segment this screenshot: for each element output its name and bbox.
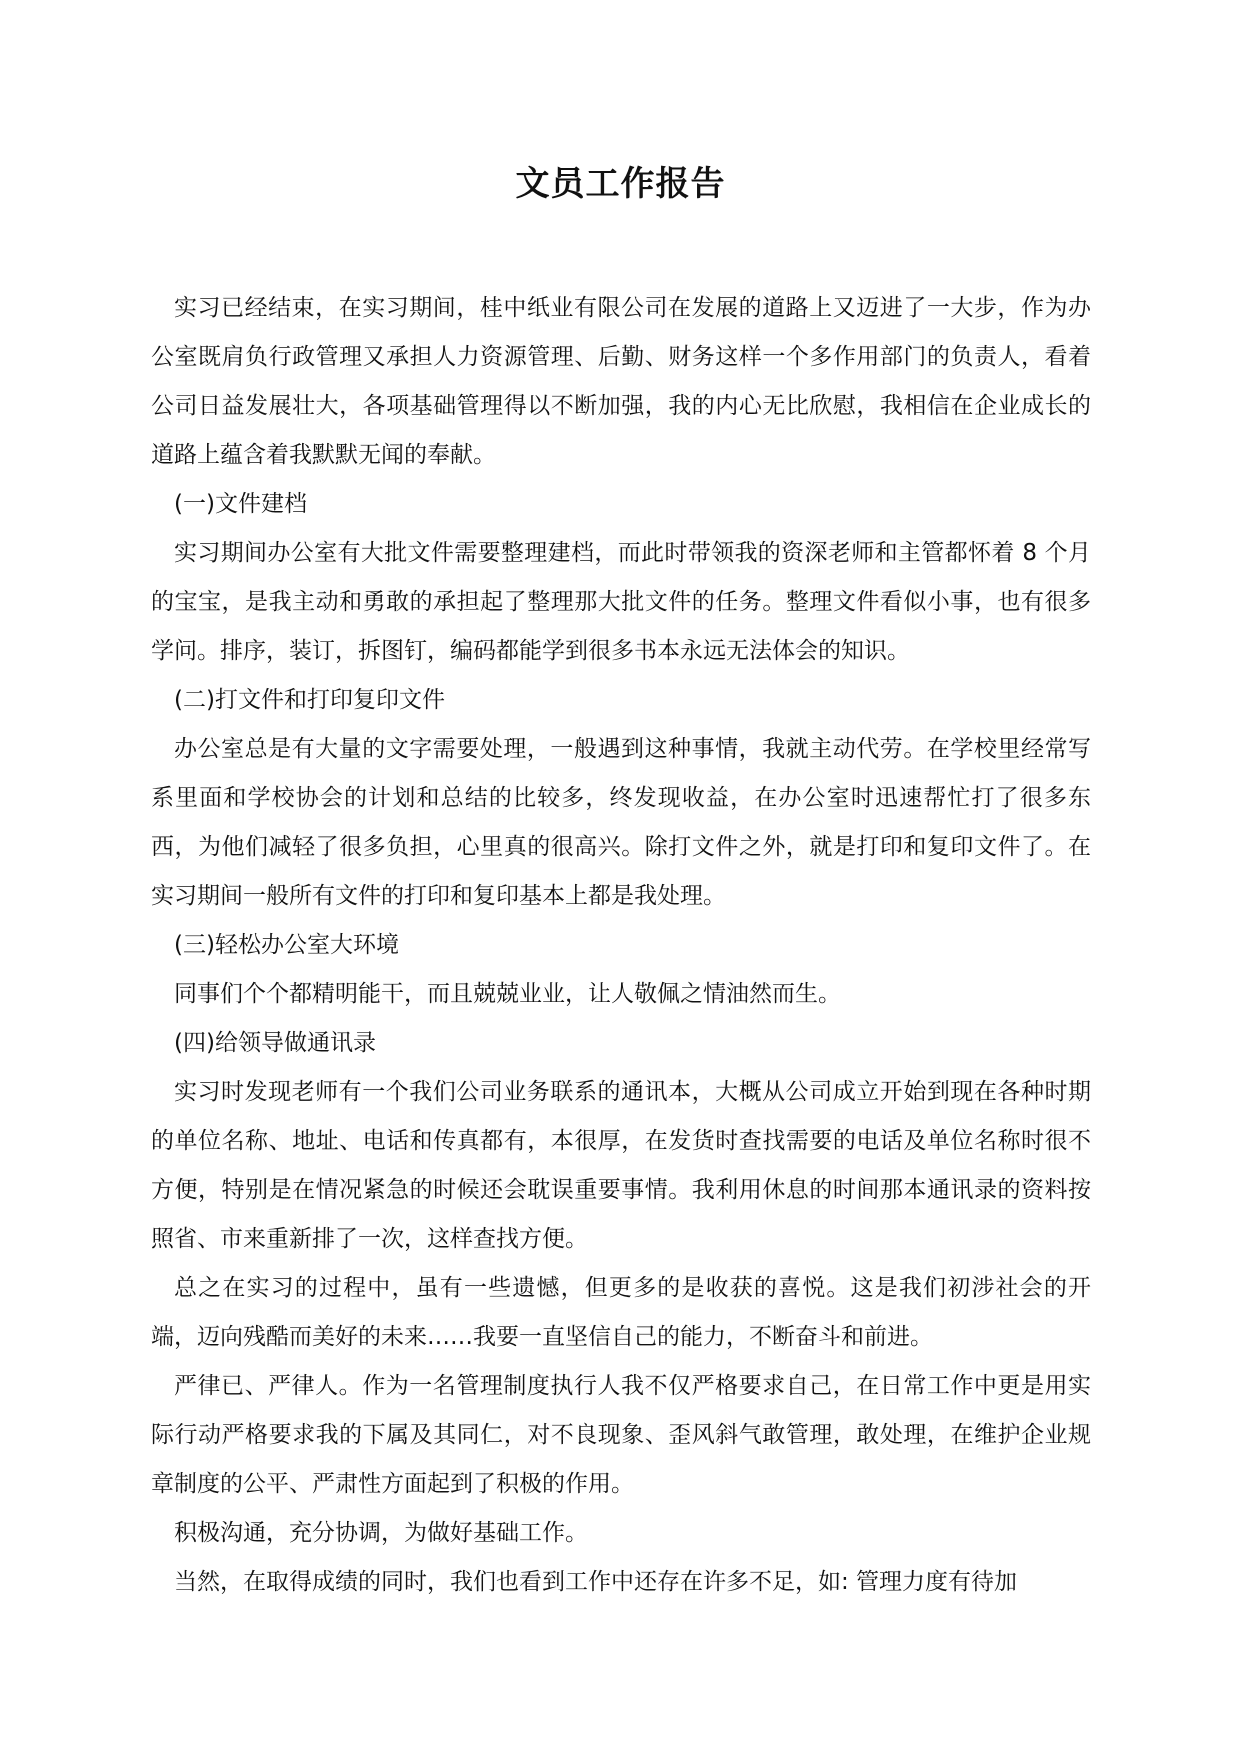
paragraph-environment: 同事们个个都精明能干，而且兢兢业业，让人敬佩之情油然而生。 [174, 981, 841, 1007]
section-heading-3: (三)轻松办公室大环境 [174, 932, 399, 958]
paragraph-contacts: 实习时发现老师有一个我们公司业务联系的通讯本，大概从公司成立开始到现在各种时期的单位名称、地址、电话和传真都有，本很厚，在发货时查找需要的电话及单位名称时很不方便，特别是在情况紧急的时候还会耽误重要事情。我利用休息的时间那本通讯录的资料按照省、市来重新排了一次，这样查找方便。 [151, 1079, 1091, 1252]
paragraph-discipline: 严律已、严律人。作为一名管理制度执行人我不仅严格要求自己，在日常工作中更是用实际行动严格要求我的下属及其同仁，对不良现象、歪风斜气敢管理，敢处理，在维护企业规章制度的公平、严肃性方面起到了积极的作用。 [151, 1373, 1091, 1497]
document-title: 文员工作报告 [515, 164, 726, 204]
paragraph-communication: 积极沟通，充分协调，为做好基础工作。 [174, 1520, 588, 1546]
paragraph-intro: 实习已经结束，在实习期间，桂中纸业有限公司在发展的道路上又迈进了一大步，作为办公室既肩负行政管理又承担人力资源管理、后勤、财务这样一个多作用部门的负责人，看着公司日益发展壮大，各项基础管理得以不断加强，我的内心无比欣慰，我相信在企业成长的道路上蕴含着我默默无闻的奉献。 [151, 295, 1091, 468]
document-body [151, 284, 1091, 1607]
section-heading-1: (一)文件建档 [174, 491, 307, 517]
paragraph-filing: 实习期间办公室有大批文件需要整理建档，而此时带领我的资深老师和主管都怀着 8 个月的宝宝，是我主动和勇敢的承担起了整理那大批文件的任务。整理文件看似小事，也有很多学问。排序，装订，拆图钉，编码都能学到很多书本永远无法体会的知识。 [151, 540, 1091, 664]
section-heading-4: (四)给领导做通讯录 [174, 1030, 376, 1056]
section-heading-2: (二)打文件和打印复印文件 [174, 687, 445, 713]
paragraph-printing: 办公室总是有大量的文字需要处理，一般遇到这种事情，我就主动代劳。在学校里经常写系里面和学校协会的计划和总结的比较多，终发现收益，在办公室时迅速帮忙打了很多东西，为他们减轻了很多负担，心里真的很高兴。除打文件之外，就是打印和复印文件了。在实习期间一般所有文件的打印和复印基本上都是我处理。 [151, 736, 1091, 909]
paragraph-summary: 总之在实习的过程中，虽有一些遗憾，但更多的是收获的喜悦。这是我们初涉社会的开端，迈向残酷而美好的未来……我要一直坚信自己的能力，不断奋斗和前进。 [151, 1275, 1091, 1350]
paragraph-shortcomings: 当然，在取得成绩的同时，我们也看到工作中还存在许多不足，如: 管理力度有待加 [174, 1569, 1018, 1595]
